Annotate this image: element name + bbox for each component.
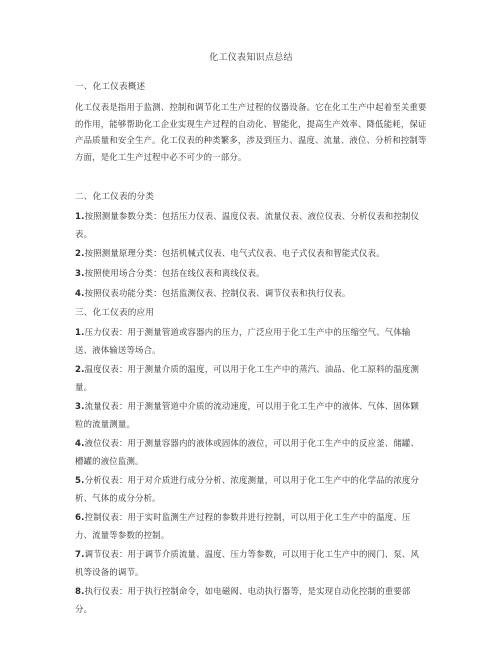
item-text: 压力仪表：用于测量管道或容器内的压力，广泛应用于化工生产中的压缩空气、气体输送、液体输送等场合。 xyxy=(75,327,411,355)
section-heading-classification: 二、化工仪表的分类 xyxy=(75,192,155,202)
item-text: 流量仪表：用于测量管道中介质的流动速度，可以用于化工生产中的液体、气体、固体颗粒的流量测量。 xyxy=(75,401,420,429)
item-number: 2. xyxy=(75,249,85,259)
list-item xyxy=(75,245,427,263)
list-item xyxy=(75,265,427,283)
item-text: 调节仪表：用于调节介质流量、温度、压力等参数，可以用于化工生产中的阀门、泵、风机等设备的调节。 xyxy=(75,549,420,577)
item-text: 执行仪表：用于执行控制命令，如电磁阀、电动执行器等，是实现自动化控制的重要部分。 xyxy=(75,586,411,614)
section-heading-overview: 一、化工仪表概述 xyxy=(75,82,146,92)
item-text: 按照仪表功能分类：包括监测仪表、控制仪表、调节仪表和执行仪表。 xyxy=(84,288,351,298)
list-item xyxy=(75,361,427,395)
list-item xyxy=(75,208,427,242)
list-item xyxy=(75,398,427,432)
item-number: 1. xyxy=(75,328,85,338)
item-text: 按照测量原理分类：包括机械式仪表、电气式仪表、电子式仪表和智能式仪表。 xyxy=(84,248,385,258)
list-item xyxy=(75,546,427,580)
item-number: 4. xyxy=(75,289,85,299)
item-text: 按照使用场合分类：包括在线仪表和离线仪表。 xyxy=(84,268,265,278)
item-number: 8. xyxy=(75,587,85,597)
list-item xyxy=(75,285,427,303)
item-text: 液位仪表：用于测量容器内的液体或固体的液位，可以用于化工生产中的反应釜、储罐、槽罐的液位监测。 xyxy=(75,438,420,466)
list-item xyxy=(75,435,427,469)
list-item xyxy=(75,472,427,506)
item-number: 2. xyxy=(75,365,85,375)
document-title: 化工仪表知识点总结 xyxy=(209,53,293,63)
list-item xyxy=(75,509,427,543)
item-number: 5. xyxy=(75,476,85,486)
item-text: 按照测量参数分类：包括压力仪表、温度仪表、流量仪表、液位仪表、分析仪表和控制仪表。 xyxy=(75,211,420,239)
item-number: 3. xyxy=(75,269,85,279)
list-item xyxy=(75,583,427,617)
list-item xyxy=(75,324,427,358)
item-number: 7. xyxy=(75,550,85,560)
item-number: 1. xyxy=(75,212,85,222)
section-heading-applications: 三、化工仪表的应用 xyxy=(75,308,155,318)
item-text: 温度仪表：用于测量介质的温度，可以用于化工生产中的蒸汽、油品、化工原料的温度测量。 xyxy=(75,364,420,392)
overview-paragraph: 化工仪表是指用于监测、控制和调节化工生产过程的仪器设备。它在化工生产中起着至关重要的作用，能够帮助化工企业实现生产过程的自动化、智能化，提高生产效率、降低能耗，保证产品质量和安全生产。化工仪表的种类繁多，涉及到压力、温度、流量、液位、分析和控制等方面，是化工生产过程中必不可少的一部分。 xyxy=(75,102,427,162)
item-text: 分析仪表：用于对介质进行成分分析、浓度测量，可以用于化工生产中的化学品的浓度分析、气体的成分分析。 xyxy=(75,475,420,503)
item-number: 4. xyxy=(75,439,85,449)
item-text: 控制仪表：用于实时监测生产过程的参数并进行控制，可以用于化工生产中的温度、压力、流量等参数的控制。 xyxy=(75,512,411,540)
item-number: 6. xyxy=(75,513,85,523)
item-number: 3. xyxy=(75,402,85,412)
